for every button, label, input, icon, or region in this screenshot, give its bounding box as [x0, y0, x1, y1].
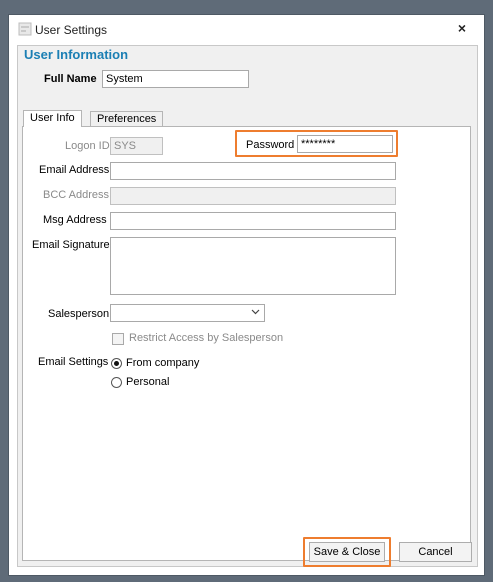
password-label: Password: [246, 139, 295, 151]
full-name-label: Full Name: [44, 73, 97, 85]
section-title: User Information: [24, 47, 129, 62]
msg-address-label: Msg Address: [43, 214, 107, 226]
from-company-label: From company: [126, 357, 200, 369]
email-address-field[interactable]: [110, 162, 396, 180]
from-company-radio[interactable]: [111, 358, 122, 369]
email-settings-label: Email Settings: [38, 356, 109, 368]
restrict-access-checkbox[interactable]: [112, 333, 124, 345]
bcc-address-field: [110, 187, 396, 205]
restrict-access-label: Restrict Access by Salesperson: [129, 332, 284, 344]
user-info-panel: [22, 126, 471, 561]
app-window-icon: [18, 22, 32, 36]
personal-label: Personal: [126, 376, 170, 388]
email-signature-label: Email Signature: [32, 239, 110, 251]
save-close-button[interactable]: Save & Close: [309, 542, 385, 562]
close-icon[interactable]: ×: [457, 20, 466, 36]
password-field[interactable]: ********: [297, 135, 393, 153]
logon-id-label: Logon ID: [65, 140, 110, 152]
personal-radio[interactable]: [111, 377, 122, 388]
window-title: User Settings: [35, 23, 108, 37]
full-name-field[interactable]: System: [102, 70, 249, 88]
title-bar: [9, 15, 484, 45]
tab-preferences[interactable]: Preferences: [90, 111, 163, 127]
cancel-button[interactable]: Cancel: [399, 542, 472, 562]
user-settings-window: [9, 15, 484, 575]
dialog-body: [17, 45, 478, 567]
salesperson-select[interactable]: [110, 304, 265, 322]
chevron-down-icon: [251, 307, 260, 316]
email-address-label: Email Address: [39, 164, 110, 176]
salesperson-label: Salesperson: [48, 308, 110, 320]
msg-address-field[interactable]: [110, 212, 396, 230]
logon-id-field: SYS: [110, 137, 163, 155]
tab-user-info[interactable]: User Info: [23, 110, 82, 127]
bcc-address-label: BCC Address: [43, 189, 110, 201]
email-signature-field[interactable]: [110, 237, 396, 295]
